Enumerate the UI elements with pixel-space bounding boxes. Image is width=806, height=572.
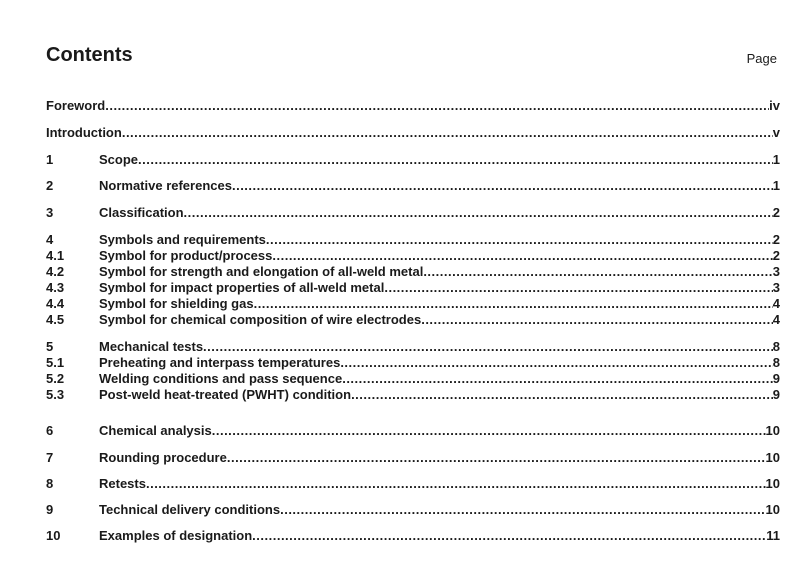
toc-leader-dots (122, 125, 773, 141)
toc-entry-number: 4.2 (46, 264, 65, 279)
toc-leader-dots (252, 528, 766, 544)
toc-entry[interactable] (46, 296, 780, 312)
toc-leader-dots (232, 178, 773, 194)
toc-entry-page: 4 (772, 296, 780, 311)
toc-entry-title: Introduction (46, 125, 122, 140)
toc-entry[interactable] (46, 450, 780, 466)
toc-leader-dots (340, 355, 772, 371)
toc-entry[interactable] (46, 339, 780, 355)
toc-entry-page: 9 (772, 371, 780, 386)
toc-entry[interactable] (46, 248, 780, 264)
toc-entry-page: iv (769, 98, 780, 113)
toc-entry-title: Scope (99, 152, 139, 167)
page-column-label: Page (746, 51, 777, 66)
toc-entry[interactable] (46, 502, 780, 518)
toc-entry-title: Chemical analysis (99, 423, 212, 438)
toc-entry[interactable] (46, 232, 780, 248)
toc-entry-page: 8 (772, 355, 780, 370)
toc-entry-page: 2 (772, 205, 780, 220)
toc-leader-dots (272, 248, 772, 264)
toc-entry[interactable] (46, 205, 780, 221)
toc-entry-page: 2 (772, 232, 780, 247)
toc-entry[interactable] (46, 423, 780, 439)
toc-entry[interactable] (46, 528, 780, 544)
toc-entry-title: Rounding procedure (99, 450, 227, 465)
toc-entry-page: 10 (765, 450, 780, 465)
toc-entry-page: 3 (772, 280, 780, 295)
toc-entry-number: 4.5 (46, 312, 65, 327)
toc-entry-title: Symbol for product/process (99, 248, 273, 263)
toc-leader-dots (227, 450, 766, 466)
toc-entry-number: 1 (46, 152, 54, 167)
toc-entry[interactable] (46, 355, 780, 371)
toc-entry-number: 10 (46, 528, 61, 543)
toc-entry-page: 9 (772, 387, 780, 402)
toc-entry[interactable] (46, 371, 780, 387)
toc-entry-title: Post-weld heat-treated (PWHT) condition (99, 387, 352, 402)
toc-entry-title: Symbol for impact properties of all-weld metal (99, 280, 385, 295)
toc-entry[interactable] (46, 98, 780, 114)
toc-entry-title: Retests (99, 476, 146, 491)
toc-leader-dots (342, 371, 773, 387)
toc-entry-number: 3 (46, 205, 54, 220)
toc-entry-page: 10 (765, 502, 780, 517)
toc-entry[interactable] (46, 178, 780, 194)
toc-leader-dots (105, 98, 769, 114)
toc-entry-page: 4 (772, 312, 780, 327)
toc-leader-dots (280, 502, 765, 518)
toc-entry-number: 5.3 (46, 387, 65, 402)
toc-entry-number: 5.1 (46, 355, 65, 370)
toc-leader-dots (203, 339, 773, 355)
toc-entry-page: 11 (766, 528, 780, 543)
toc-entry-title: Symbols and requirements (99, 232, 266, 247)
toc-entry-page: 8 (772, 339, 780, 354)
toc-leader-dots (351, 387, 773, 403)
toc-entry[interactable] (46, 125, 780, 141)
toc-entry-title: Normative references (99, 178, 232, 193)
toc-entry[interactable] (46, 280, 780, 296)
toc-entry[interactable] (46, 152, 780, 168)
toc-leader-dots (138, 152, 773, 168)
toc-entry-title: Symbol for strength and elongation of all-weld metal (99, 264, 424, 279)
toc-entry-title: Classification (99, 205, 184, 220)
toc-entry-number: 6 (46, 423, 54, 438)
toc-entry-page: 10 (765, 476, 780, 491)
toc-leader-dots (254, 296, 773, 312)
toc-entry[interactable] (46, 312, 780, 328)
toc-leader-dots (421, 312, 773, 328)
toc-leader-dots (212, 423, 766, 439)
toc-entry-title: Foreword (46, 98, 106, 113)
toc-entry-page: v (772, 125, 780, 140)
toc-entry-page: 10 (765, 423, 780, 438)
toc-entry-title: Symbol for shielding gas (99, 296, 254, 311)
toc-entry-number: 7 (46, 450, 54, 465)
toc-entry-title: Symbol for chemical composition of wire electrodes (99, 312, 422, 327)
toc-entry-title: Examples of designation (99, 528, 253, 543)
toc-entry-number: 8 (46, 476, 54, 491)
toc-entry-number: 4.4 (46, 296, 65, 311)
contents-heading: Contents (46, 44, 133, 66)
toc-leader-dots (146, 476, 766, 492)
toc-leader-dots (184, 205, 773, 221)
toc-leader-dots (423, 264, 772, 280)
toc-entry[interactable] (46, 387, 780, 403)
toc-entry-number: 4 (46, 232, 54, 247)
toc-entry[interactable] (46, 264, 780, 280)
toc-leader-dots (384, 280, 772, 296)
toc-entry-number: 4.1 (46, 248, 65, 263)
toc-entry[interactable] (46, 476, 780, 492)
toc-entry-title: Technical delivery conditions (99, 502, 281, 517)
toc-entry-number: 2 (46, 178, 54, 193)
toc-entry-number: 4.3 (46, 280, 65, 295)
toc-entry-number: 9 (46, 502, 54, 517)
toc-entry-page: 3 (772, 264, 780, 279)
toc-entry-number: 5.2 (46, 371, 65, 386)
toc-entry-page: 2 (772, 248, 780, 263)
toc-entry-page: 1 (772, 152, 780, 167)
toc-leader-dots (266, 232, 773, 248)
toc-entry-title: Welding conditions and pass sequence (99, 371, 343, 386)
toc-entry-title: Mechanical tests (99, 339, 204, 354)
toc-entry-page: 1 (772, 178, 780, 193)
toc-entry-number: 5 (46, 339, 54, 354)
toc-entry-title: Preheating and interpass temperatures (99, 355, 341, 370)
